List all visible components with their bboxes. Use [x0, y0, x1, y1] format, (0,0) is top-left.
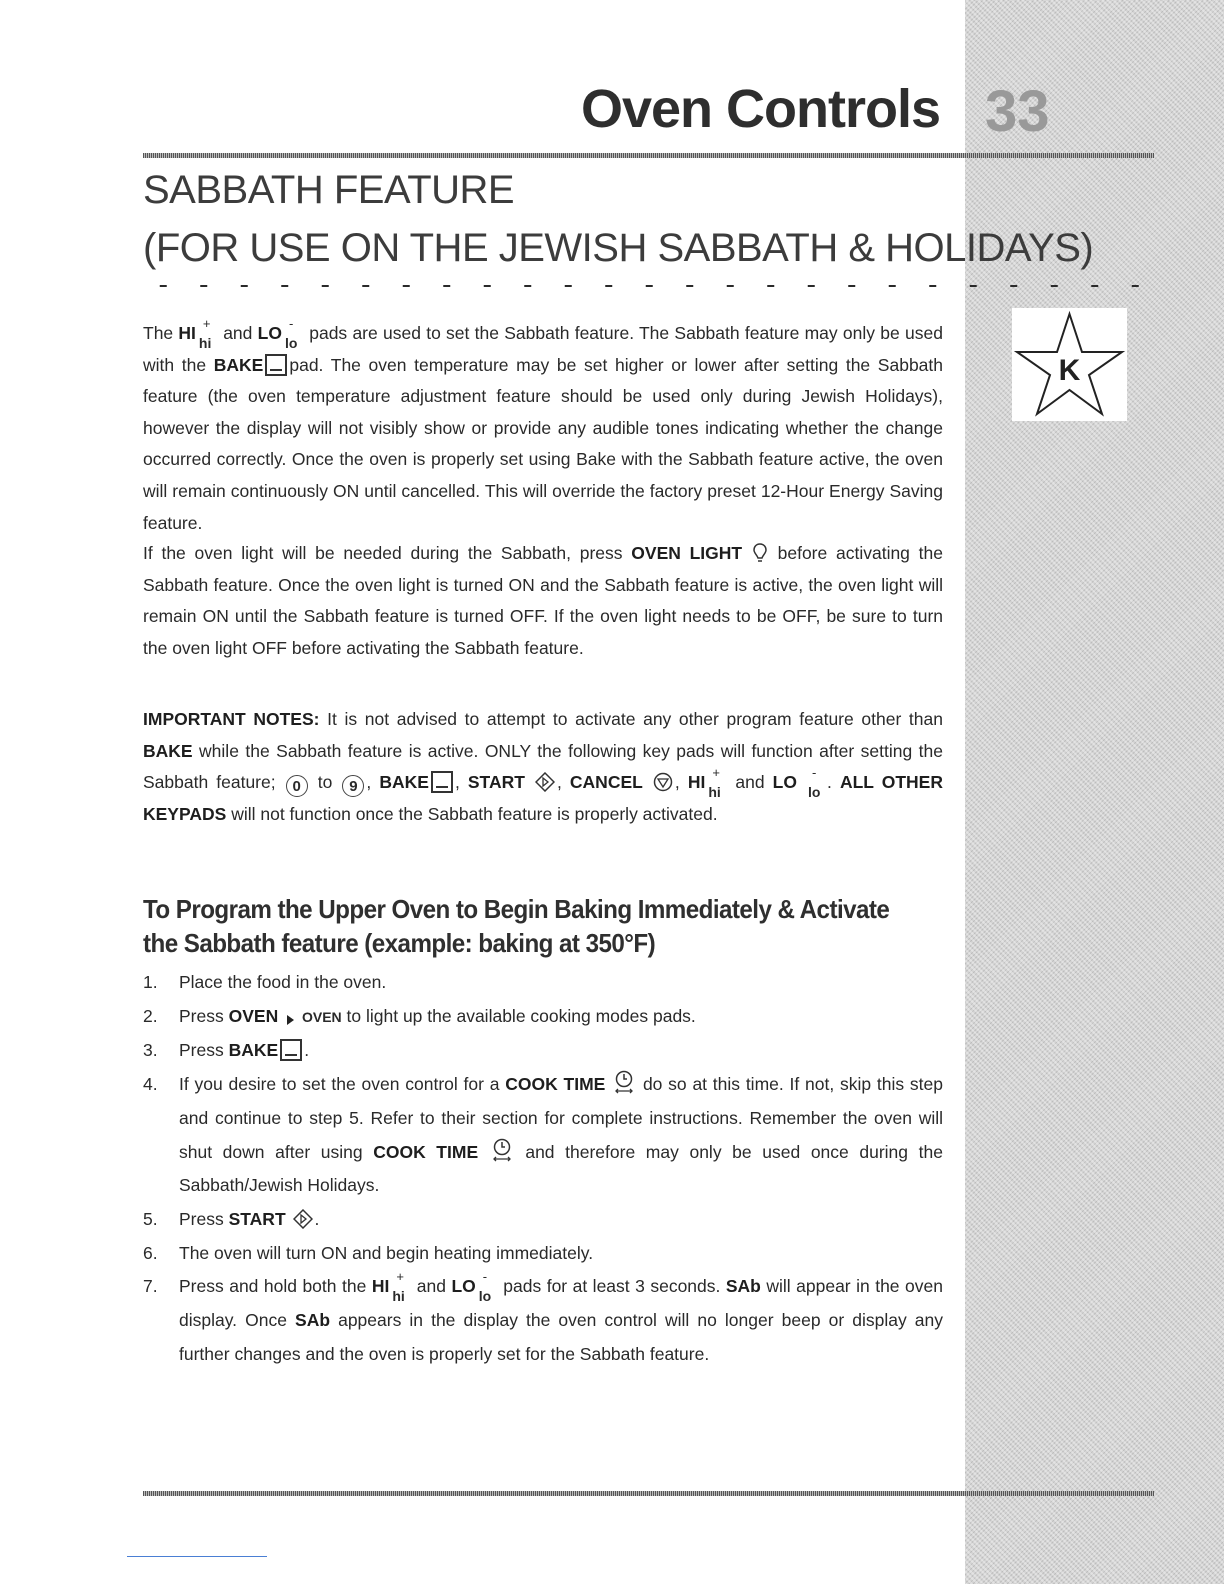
lo-key-icon: - lo — [808, 765, 821, 801]
oven-light-key-label: OVEN LIGHT — [631, 543, 743, 563]
cook-time-clock-icon — [613, 1070, 635, 1094]
kosher-star-k-logo — [1012, 308, 1127, 421]
start-diamond-icon — [293, 1209, 313, 1229]
bake-pad-icon — [280, 1039, 302, 1061]
page-title: Oven Controls — [580, 79, 940, 139]
lo-key-label: LO — [257, 323, 282, 343]
bake-key-label: BAKE — [213, 354, 264, 375]
procedure-heading: To Program the Upper Oven to Begin Baking Immediately & Activate the Sabbath feature (example: baking at 350°F) — [143, 894, 890, 958]
list-item: 3. Press BAKE . — [143, 1040, 310, 1061]
list-item: 6. The oven will turn ON and begin heating immediately. — [143, 1242, 594, 1263]
list-item: 7. Press and hold both the HI + hi and LO - lo pads for at least 3 seconds. SAb will appear in the oven display. Once SAb appears in the display the oven control will no longer beep or display any further changes and the oven is properly set for the Sabbath feature. — [143, 1269, 943, 1364]
lo-key-icon: - lo — [284, 316, 298, 351]
dotted-divider — [143, 280, 1143, 292]
list-item: 2. Press OVEN OVEN to light up the available cooking modes pads. — [143, 1005, 696, 1026]
important-notes-paragraph: IMPORTANT NOTES: It is not advised to attempt to activate any other program feature other than BAKE while the Sabbath feature is active. ONLY the following key pads will function after setting the Sabbath feature; 0 to 9 , BAKE , START , CANCEL , HI + hi and LO - lo . ALL OTHER KEYPADS will not function once the Sabbath feature is properly activated. — [143, 709, 943, 824]
hi-key-icon: + hi — [392, 1269, 405, 1305]
oven-light-paragraph: If the oven light will be needed during the Sabbath, press OVEN LIGHT before activating the Sabbath feature. Once the oven light is turned ON and the Sabbath feature is active, the oven light will remain ON until the Sabbath feature is turned OFF. If the oven light needs to be OFF, be sure to turn the oven light OFF before activating the Sabbath feature. — [143, 543, 943, 658]
lo-key-icon: - lo — [478, 1269, 492, 1305]
light-bulb-icon — [753, 543, 767, 563]
hi-key-icon: + hi — [198, 316, 212, 351]
page-number: 33 — [985, 79, 1050, 144]
footer-link-underline — [127, 1556, 267, 1557]
bake-pad-icon — [431, 771, 453, 793]
bake-pad-icon — [265, 354, 287, 376]
header-rule — [143, 153, 1154, 158]
footer-rule — [143, 1491, 1154, 1496]
section-title: SABBATH FEATURE — [143, 168, 515, 212]
intro-paragraph: The HI + hi and LO - lo pads are used to set the Sabbath feature. The Sabbath feature may only be used with the BAKE pad. The oven temperature may be set higher or lower after setting the Sabbath feature (the oven temperature adjustment feature should be used only during Jewish Holidays), however the display will not visibly show or provide any audible tones indicating whether the change occurred correctly. Once the oven is properly set using Bake with the Sabbath feature active, the oven will remain continuously ON until cancelled. This will override the factory preset 12-Hour Energy Saving feature. — [143, 316, 944, 533]
nine-key-icon: 9 — [342, 775, 364, 797]
procedure-steps — [143, 966, 943, 1371]
list-item: 1. Place the food in the oven. — [143, 972, 387, 992]
star-k-icon — [1012, 308, 1127, 421]
kosher-letter: K — [1058, 354, 1081, 387]
section-subtitle: (FOR USE ON THE JEWISH SABBATH & HOLIDAYS) — [143, 226, 1094, 270]
important-notes-label: IMPORTANT NOTES: — [143, 709, 320, 729]
play-arrow-icon — [285, 1014, 295, 1026]
cook-time-clock-icon — [491, 1138, 513, 1162]
zero-key-icon: 0 — [286, 775, 308, 797]
hi-key-icon: + hi — [708, 765, 721, 801]
cancel-icon — [653, 772, 673, 792]
list-item: 4. If you desire to set the oven control for a COOK TIME do so at this time. If not, skip this step and continue to step 5. Refer to their section for complete instructions. Remember the oven will shut down after using COOK TIME and therefore may only be used once during the Sabbath/Jewish Holidays. — [143, 1068, 943, 1203]
all-other-keypads-label: ALL OTHER KEYPADS — [143, 772, 943, 824]
hi-key-label: HI — [178, 323, 196, 343]
list-item: 5. Press START . — [143, 1208, 320, 1229]
start-diamond-icon — [535, 772, 555, 792]
